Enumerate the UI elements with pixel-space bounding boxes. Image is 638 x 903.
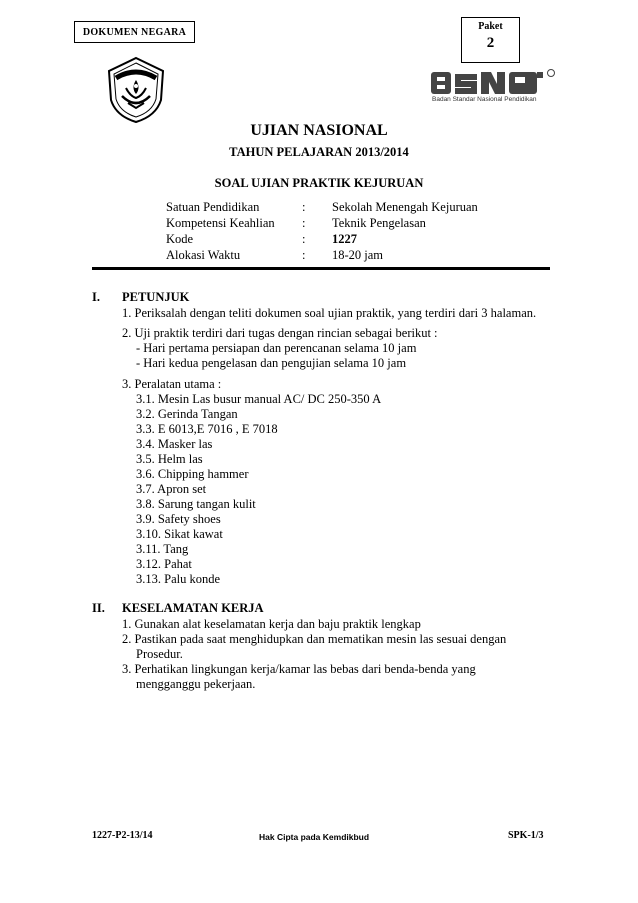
equipment-item: 3.8. Sarung tangan kulit [136, 497, 256, 511]
instruction-line: 2. Uji praktik terdiri dari tugas dengan rincian sebagai berikut : [122, 326, 438, 340]
info-value: 18-20 jam [332, 248, 384, 262]
safety-line: mengganggu pekerjaan. [136, 677, 256, 691]
info-key: Satuan Pendidikan [166, 200, 260, 214]
instruction-line: - Hari pertama persiapan dan perencanan selama 10 jam [136, 341, 417, 355]
exam-title: UJIAN NASIONAL [250, 122, 388, 139]
instruction-line: 3. Peralatan utama : [122, 377, 222, 391]
info-separator: : [302, 216, 306, 230]
safety-line: 2. Pastikan pada saat menghidupkan dan mematikan mesin las sesuai dengan [122, 632, 507, 646]
section-number: I. [92, 290, 100, 304]
equipment-item: 3.12. Pahat [136, 557, 192, 571]
section-title: PETUNJUK [122, 290, 190, 304]
footer-page: SPK-1/3 [508, 830, 544, 841]
instruction-line: 1. Periksalah dengan teliti dokumen soal ujian praktik, yang terdiri dari 3 halaman. [122, 306, 537, 320]
info-separator: : [302, 248, 306, 262]
bsnp-subtitle: Badan Standar Nasional Pendidikan [432, 96, 537, 103]
equipment-item: 3.3. E 6013,E 7016 , E 7018 [136, 422, 278, 436]
equipment-item: 3.4. Masker las [136, 437, 213, 451]
info-value: Sekolah Menengah Kejuruan [332, 200, 478, 214]
tut-wuri-handayani-emblem-icon [104, 56, 168, 124]
equipment-item: 3.6. Chipping hammer [136, 467, 249, 481]
equipment-item: 3.11. Tang [136, 542, 189, 556]
exam-info-table [166, 200, 566, 264]
info-separator: : [302, 200, 306, 214]
safety-line: 3. Perhatikan lingkungan kerja/kamar las bebas dari benda-benda yang [122, 662, 476, 676]
info-key: Kompetensi Keahlian [166, 216, 275, 230]
paket-box [461, 17, 520, 63]
info-key: Alokasi Waktu [166, 248, 241, 262]
equipment-item: 3.5. Helm las [136, 452, 203, 466]
bsnp-logo-icon [427, 64, 559, 110]
equipment-item: 3.10. Sikat kawat [136, 527, 223, 541]
equipment-item: 3.13. Palu konde [136, 572, 221, 586]
section-title: KESELAMATAN KERJA [122, 601, 264, 615]
info-separator: : [302, 232, 306, 246]
footer-code: 1227-P2-13/14 [92, 830, 153, 841]
equipment-item: 3.1. Mesin Las busur manual AC/ DC 250-350 A [136, 392, 382, 406]
safety-line: Prosedur. [136, 647, 183, 661]
info-value: Teknik Pengelasan [332, 216, 426, 230]
paket-number: 2 [486, 35, 495, 51]
header-divider [92, 267, 550, 270]
instruction-line: - Hari kedua pengelasan dan pengujian selama 10 jam [136, 356, 407, 370]
info-key: Kode [166, 232, 194, 246]
academic-year: TAHUN PELAJARAN 2013/2014 [229, 145, 409, 159]
section-number: II. [92, 601, 105, 615]
paket-label: Paket [478, 21, 503, 32]
equipment-item: 3.7. Apron set [136, 482, 207, 496]
document-classification-label: DOKUMEN NEGARA [74, 21, 195, 43]
exam-subject: SOAL UJIAN PRAKTIK KEJURUAN [214, 176, 424, 190]
info-value: 1227 [332, 232, 357, 246]
equipment-item: 3.9. Safety shoes [136, 512, 221, 526]
safety-line: 1. Gunakan alat keselamatan kerja dan baju praktik lengkap [122, 617, 421, 631]
footer-copyright: Hak Cipta pada Kemdikbud [259, 832, 370, 842]
equipment-item: 3.2. Gerinda Tangan [136, 407, 238, 421]
